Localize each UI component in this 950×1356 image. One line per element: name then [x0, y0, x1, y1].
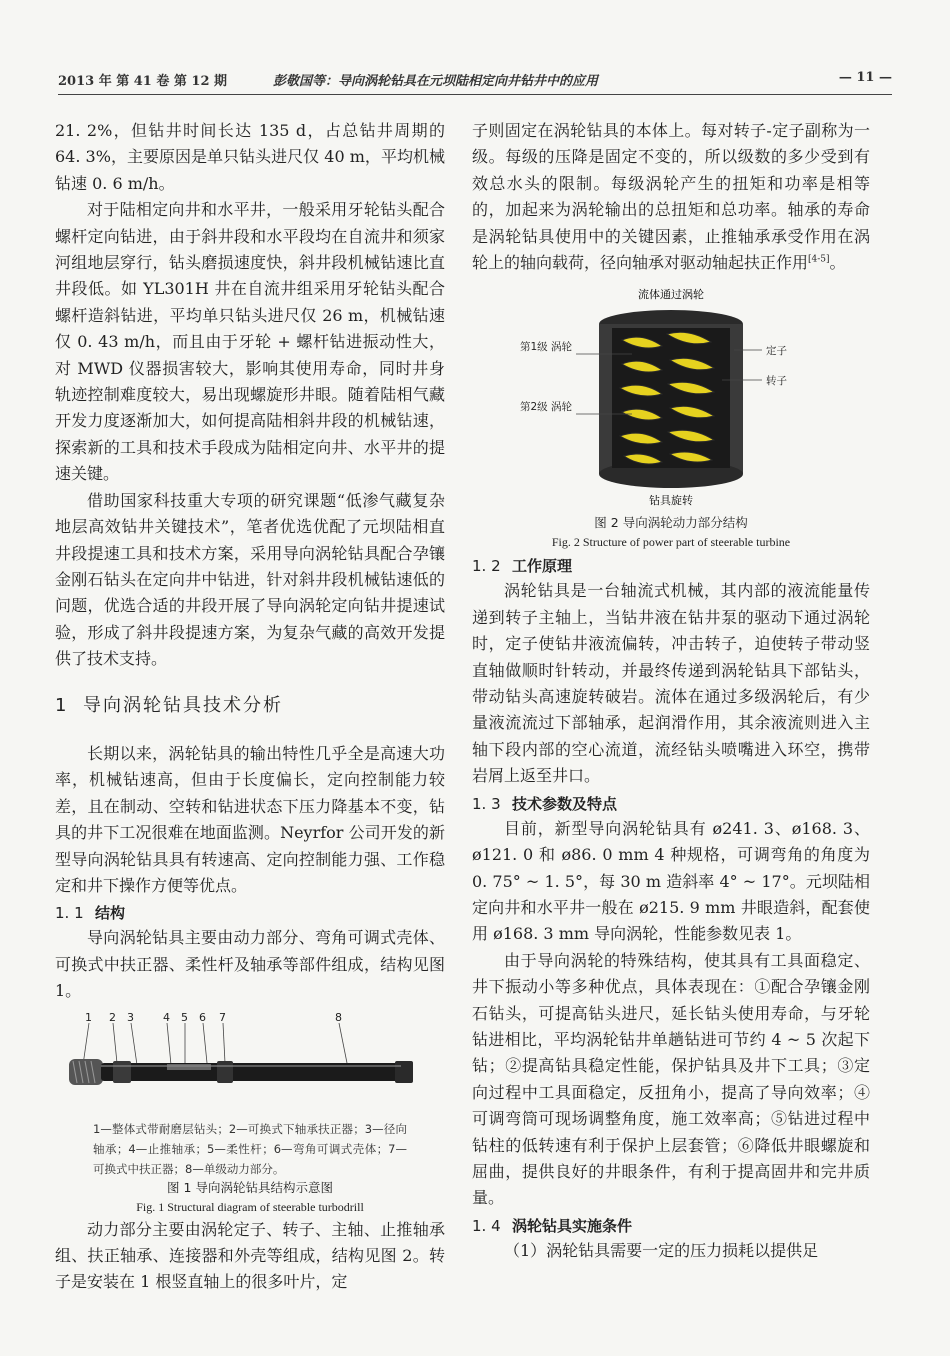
paragraph: 长期以来，涡轮钻具的输出特性几乎全是高速大功率，机械钻速高，但由于长度偏长，定向控制能力较差，且在制动、空转和钻进状态下压力降基本不变，钻具的井下工况很难在地面监测。Neyrfor 公司开发的新型导向涡轮钻具具有转速高、定向控制能力强、工作稳定和井下操作方便等优点。 — [55, 743, 445, 895]
fig1-label-3: 3 — [127, 1010, 134, 1024]
subsection-number: 1. 1 — [55, 904, 84, 923]
paragraph: 导向涡轮钻具主要由动力部分、弯角可调式壳体、可换式中扶正器、柔性杆及轴承等部件组成，结构见图 1。 — [55, 928, 445, 1001]
subsection-number: 1. 3 — [472, 794, 501, 813]
subsection-title: 结构 — [95, 904, 126, 923]
subsection-title: 技术参数及特点 — [512, 794, 618, 813]
subsection-number: 1. 4 — [472, 1216, 501, 1235]
fig2-stage1-label: 第1级 涡轮 — [519, 341, 572, 354]
subsection-heading — [55, 901, 445, 925]
subsection-heading — [472, 792, 870, 816]
fig2-top-label: 流体通过涡轮 — [638, 288, 704, 302]
figure-2-caption-cn: 图 2 导向涡轮动力部分结构 — [594, 515, 748, 531]
article-running-title: 彭敬国等：导向涡轮钻具在元坝陆相定向井钻井中的应用 — [273, 74, 599, 89]
fig2-stator-label: 定子 — [766, 345, 787, 358]
figure-1-caption-en: Fig. 1 Structural diagram of steerable turbodrill — [136, 1199, 364, 1214]
figure-2-turbine-diagram — [472, 284, 870, 510]
turbodrill-illustration — [55, 1011, 445, 1119]
section-title: 导向涡轮钻具技术分析 — [83, 694, 283, 716]
lower-stabilizer — [113, 1061, 131, 1083]
section-heading — [55, 693, 445, 719]
paragraph: 动力部分主要由涡轮定子、转子、主轴、止推轴承组、扶正轴承、连接器和外壳等组成，结构见图 2。转子是安装在 1 根竖直轴上的很多叶片，定 — [55, 1219, 445, 1292]
fig2-stage2-label: 第2级 涡轮 — [519, 401, 572, 414]
subsection-title: 工作原理 — [512, 557, 573, 576]
running-header — [58, 70, 892, 92]
figure-1-turbodrill-diagram — [55, 1011, 445, 1119]
paragraph: 21. 2%，但钻井时间长达 135 d，占总钻井周期的 64. 3%，主要原因是单只钻头进尺仅 40 m，平均机械钻速 0. 6 m/h。 — [55, 121, 445, 193]
fig1-label-1: 1 — [85, 1010, 92, 1024]
subsection-title: 涡轮钻具实施条件 — [512, 1216, 633, 1235]
subsection-heading — [472, 1214, 870, 1238]
subsection-heading — [472, 554, 870, 578]
paragraph: 借助国家科技重大专项的研究课题“低渗气藏复杂地层高效钻井关键技术”，笔者优选优配了元坝陆相直井段提速工具和技术方案，采用导向涡轮钻具配合孕镶金刚石钻头在定向井中钻进，针对斜井段机械钻速低的问题，优选合适的井段开展了导向涡轮定向钻井提速试验，形成了斜井段提速方案，为复杂气藏的高效开发提供了技术支持。 — [55, 490, 445, 669]
drill-bit — [69, 1059, 103, 1085]
fig1-label-2: 2 — [109, 1010, 116, 1024]
figure-2-caption-en: Fig. 2 Structure of power part of steerable turbine — [551, 535, 791, 550]
middle-stabilizer — [217, 1061, 233, 1083]
turbine-blades — [612, 328, 730, 468]
page-number: — 11 — — [838, 70, 892, 85]
paragraph: 由于导向涡轮的特殊结构，使其具有工具面稳定、井下振动小等多种优点，具体表现在：①配合孕镶金刚石钻头，可提高钻头进尺，延长钻头使用寿命，与牙轮钻进相比，平均涡轮钻井单趟钻进可节约 4 ~ 5 次起下钻；②提高钻具稳定性能，保护钻具及井下工具；③定向过程中工具面稳定，反扭角小，提高了导向效率；④可调弯筒可现场调整角度，施工效率高；⑤钻进过程中钻柱的低转速有利于保护上层套管；⑥降低井眼螺旋和屈曲，提供良好的井眼条件，有利于提高固井和完井质量。 — [472, 950, 870, 1208]
fig2-bottom-label: 钻具旋转 — [649, 494, 693, 508]
citation: [4-5] — [808, 254, 830, 265]
fig1-label-7: 7 — [219, 1010, 226, 1024]
left-column — [55, 118, 445, 1296]
section-number: 1 — [55, 694, 69, 716]
figure-1-legend: 1—整体式带耐磨层钻头；2—可换式下轴承扶正器；3—径向轴承；4—止推轴承；5—柔性杆；6—弯角可调式壳体；7—可换式中扶正器；8—单级动力部分。 — [93, 1121, 407, 1176]
fig1-label-6: 6 — [199, 1010, 206, 1024]
fig1-label-8: 8 — [335, 1010, 342, 1024]
fig2-rotor-label: 转子 — [766, 375, 787, 388]
paragraph: 涡轮钻具是一台轴流式机械，其内部的液流能量传递到转子主轴上，当钻井液在钻井泵的驱动下通过涡轮时，定子使钻井液流偏转，冲击转子，迫使转子带动竖直轴做顺时针转动，并最终传递到涡轮钻具下部钻头，带动钻头高速旋转破岩。流体在通过多级涡轮后，有少量液流流过下部轴承，起润滑作用，其余液流则进入主轴下段内部的空心流道，流经钻头喷嘴进入环空，携带岩屑上返至井口。 — [472, 581, 870, 786]
journal-issue: 2013 年 第 41 卷 第 12 期 — [58, 74, 228, 89]
top-connector — [395, 1061, 413, 1083]
figure-1-caption-cn: 图 1 导向涡轮钻具结构示意图 — [167, 1179, 333, 1195]
header-rule — [58, 94, 892, 95]
fig1-label-5: 5 — [181, 1010, 188, 1024]
paragraph: 对于陆相定向井和水平井，一般采用牙轮钻头配合螺杆定向钻进，由于斜井段和水平段均在自流井和须家河组地层穿行，钻头磨损速度快，斜井段机械钻速比直井段低。如 YL301H 井在自流井组采用牙轮钻头配合螺杆造斜钻进，平均单只钻头进尺仅 26 m，机械钻速仅 0. 43 m/h，而且由于牙轮 + 螺杆钻进振动性大，对 MWD 仪器损害较大，影响其使用寿命，同时井身轨迹控制难度较大，易出现螺旋形井眼。随着陆相气藏开发力度逐渐加大，如何提高陆相斜井段的机械钻速，探索新的工具和技术手段成为陆相定向井、水平井的提速关键。 — [55, 200, 445, 484]
turbine-illustration — [472, 284, 870, 510]
paragraph: （1）涡轮钻具需要一定的压力损耗以提供足 — [504, 1240, 819, 1260]
paragraph: 目前，新型导向涡轮钻具有 ø241. 3、ø168. 3、ø121. 0 和 ø86. 0 mm 4 种规格，可调弯角的角度为 0. 75° ~ 1. 5°，每 30 m 造斜率 4° ~ 17°。元坝陆相定向井和水平井一般在 ø215. 9 mm 井眼造斜，配套使用 ø168. 3 mm 导向涡轮，性能参数见表 1。 — [472, 818, 870, 944]
subsection-number: 1. 2 — [472, 557, 501, 576]
fig1-label-4: 4 — [163, 1010, 170, 1024]
paragraph: 子则固定在涡轮钻具的本体上。每对转子-定子副称为一级。每级的压降是固定不变的，所以级数的多少受到有效总水头的限制。每级涡轮产生的扭矩和功率是相等的，加起来为涡轮输出的总扭矩和总功率。轴承的寿命是涡轮钻具使用中的关键因素，止推轴承承受作用在涡轮上的轴向载荷，径向轴承对驱动轴起扶正作用[4-5]。 — [472, 121, 870, 273]
right-column — [472, 118, 870, 1264]
